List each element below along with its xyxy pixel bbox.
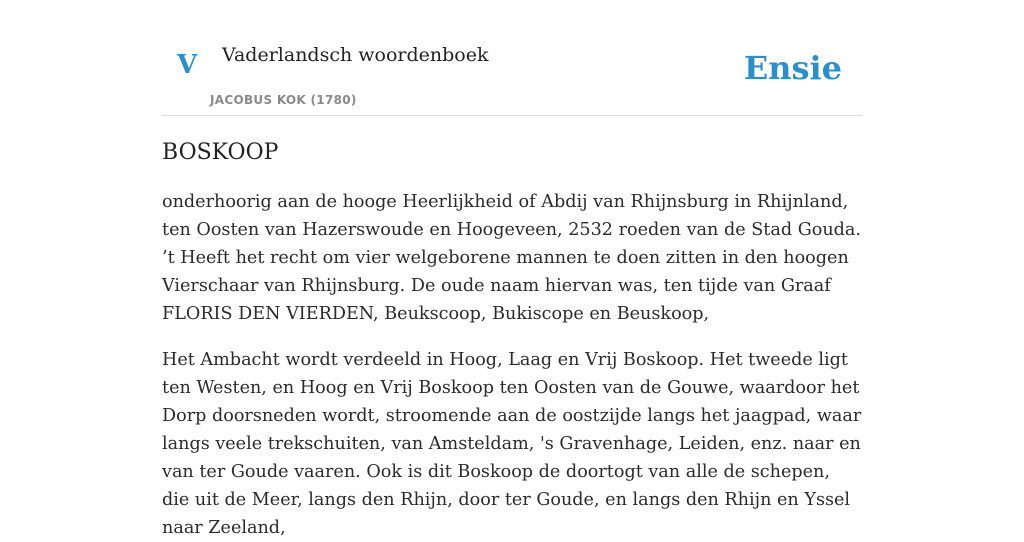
ensie-logo[interactable]: Ensie [743, 49, 842, 87]
entry-paragraph: Het Ambacht wordt verdeeld in Hoog, Laag en Vrij Boskoop. Het tweede ligt ten Westen, en Hoog en Vrij Boskoop ten Oosten van de Gouwe, waardoor het Dorp doorsneden wordt, stroomende aan de oostzijde langs het jaagpad, waar langs veele trekschuiten, van Amsteldam, 's Gravenhage, Leiden, enz. naar en van ter Goude vaaren. Ook is dit Boskoop de doortogt van alle de schepen, die uit de Meer, langs den Rhijn, door ter Goude, en langs den Rhijn en Yssel naar Zeeland, [162, 350, 862, 539]
entry-body [162, 188, 862, 542]
index-letter[interactable]: V [177, 50, 198, 80]
entry-title: BOSKOOP [162, 140, 279, 165]
entry-paragraph: onderhoorig aan de hooge Heerlijkheid of Abdij van Rhijnsburg in Rhijnland, ten Oosten van Hazerswoude en Hoogeveen, 2532 roeden van de Stad Gouda. ’t Heeft het recht om vier welgeborene mannen te doen zitten in den hoogen Vierschaar van Rhijnsburg. De oude naam hiervan was, ten tijde van Graaf FLORIS DEN VIERDEN, Beukscoop, Bukiscope en Beuskoop, [162, 192, 862, 325]
book-title-link[interactable]: Vaderlandsch woordenboek [222, 44, 489, 66]
book-author: JACOBUS KOK (1780) [210, 93, 357, 107]
header [162, 0, 862, 116]
page [162, 0, 862, 542]
